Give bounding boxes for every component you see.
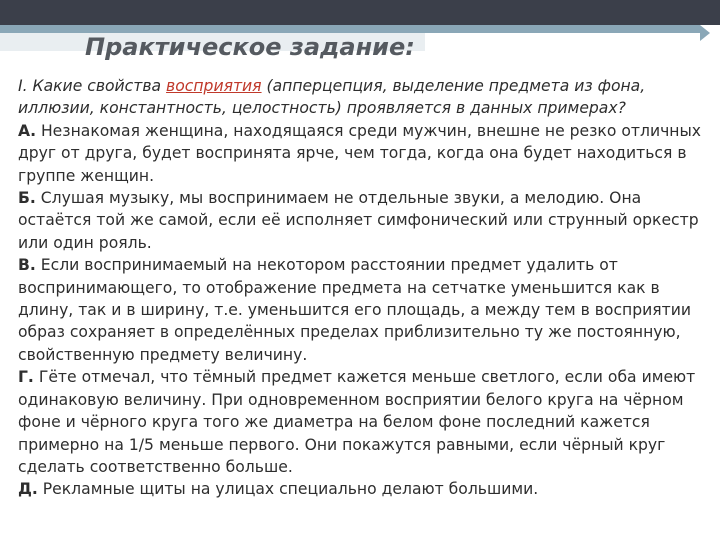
item-d-text: Рекламные щиты на улицах специально делают большими. [37, 480, 539, 499]
item-v [18, 254, 708, 366]
item-b-text: Слушая музыку, мы воспринимаем не отдельные звуки, а мелодию. Она остаётся той же самой, если её исполняет симфонический или струнный оркестр или один рояль. [18, 189, 699, 252]
item-b-label: Б. [18, 189, 36, 208]
item-d [18, 478, 708, 500]
slide-content [18, 75, 708, 501]
accent-triangle [700, 25, 710, 41]
item-g [18, 366, 708, 478]
question [18, 75, 708, 120]
item-b [18, 187, 708, 254]
item-a [18, 120, 708, 187]
question-prefix: I. Какие свойства [18, 77, 167, 95]
item-v-label: В. [18, 256, 36, 275]
question-suffix: (апперцепция, выделение предмета из фона, иллюзии, константность, целостность) проявляется в данных примерах? [18, 77, 646, 118]
item-g-text: Гёте отмечал, что тёмный предмет кажется меньше светлого, если оба имеют одинаковую величину. При одновременном восприятии белого круга на чёрном фоне и чёрного круга того же диаметра на белом фоне последний кажется примерно на 1/5 меньше первого. Они покажутся равными, если чёрный круг сделать соответственно больше. [18, 368, 696, 476]
item-v-text: Если воспринимаемый на некотором расстоянии предмет удалить от воспринимающего, то отображение предмета на сетчатке уменьшится как в длину, так и в ширину, т.е. уменьшится его площадь, а между тем в восприятии образ сохраняет в определённых пределах приблизительно ту же постоянную, свойственную предмету величину. [18, 256, 691, 364]
item-d-label: Д. [18, 480, 38, 499]
item-a-text: Незнакомая женщина, находящаяся среди мужчин, внешне не резко отличных друг от друга, будет воспринята ярче, чем тогда, когда она будет находиться в группе женщин. [18, 121, 702, 185]
item-a-label: А. [18, 121, 36, 140]
slide-title: Практическое задание: [85, 33, 415, 61]
item-g-label: Г. [18, 368, 34, 387]
question-highlight-link[interactable]: восприятия [166, 77, 262, 95]
top-bar [0, 0, 720, 25]
